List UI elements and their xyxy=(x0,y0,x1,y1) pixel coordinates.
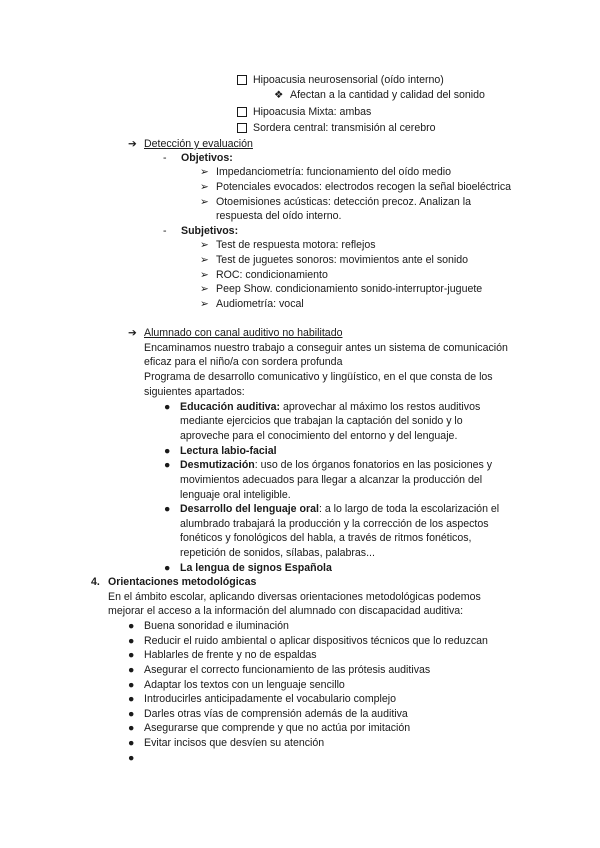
list-item-text: Buena sonoridad e iluminación xyxy=(144,620,289,632)
arrowhead-bullet-icon: ➢ xyxy=(200,283,209,295)
bullet-dot-icon: ● xyxy=(128,620,135,632)
subjetivos-heading xyxy=(163,224,238,238)
deteccion-title: Detección y evaluación xyxy=(144,138,253,150)
checkbox-icon xyxy=(237,107,247,117)
list-item-continuation: lenguaje oral inteligible. xyxy=(180,489,291,501)
paragraph-line: eficaz para el niño/a con sordera profunda xyxy=(144,356,343,368)
paragraph-line: Encaminamos nuestro trabajo a conseguir antes un sistema de comunicación xyxy=(144,342,508,354)
list-item-text: Asegurar el correcto funcionamiento de las prótesis auditivas xyxy=(144,664,431,676)
checkbox-item-text: Sordera central: transmisión al cerebro xyxy=(253,122,436,134)
dash-bullet-icon: - xyxy=(163,152,167,164)
diamond-item-text: Afectan a la cantidad y calidad del sonido xyxy=(290,89,485,101)
list-item xyxy=(128,634,488,648)
educacion-text: aprovechar al máximo los restos auditivos xyxy=(280,401,481,413)
list-item-text: Audiometría: vocal xyxy=(216,298,304,310)
bullet-dot-icon: ● xyxy=(164,445,171,457)
list-item xyxy=(164,458,492,472)
list-item-text: Peep Show. condicionamiento sonido-interruptor-juguete xyxy=(216,283,483,295)
objetivos-heading xyxy=(163,151,233,165)
list-item xyxy=(164,400,480,414)
section-heading-alumnado xyxy=(128,326,342,340)
lengua-label: La lengua de signos Española xyxy=(180,562,332,574)
bullet-dot-icon: ● xyxy=(164,562,171,574)
checkbox-icon xyxy=(237,123,247,133)
list-item-text: Impedanciometría: funcionamiento del oído medio xyxy=(216,166,451,178)
bullet-dot-icon: ● xyxy=(128,752,135,764)
list-item xyxy=(128,619,289,633)
list-item xyxy=(128,663,430,677)
list-item xyxy=(200,180,511,194)
arrowhead-bullet-icon: ➢ xyxy=(200,254,209,266)
list-item-text: Evitar incisos que desvíen su atención xyxy=(144,737,325,749)
bullet-dot-icon: ● xyxy=(128,635,135,647)
list-item-text: Adaptar los textos con un lenguaje sencillo xyxy=(144,679,345,691)
bullet-dot-icon: ● xyxy=(128,693,135,705)
checkbox-item-text: Hipoacusia Mixta: ambas xyxy=(253,106,372,118)
list-item-continuation: movimientos adecuados para llegar a alcanzar la producción del xyxy=(180,474,483,486)
list-item xyxy=(128,707,408,721)
list-item-text: Potenciales evocados: electrodos recogen la señal bioeléctrica xyxy=(216,181,512,193)
section-title: Orientaciones metodológicas xyxy=(108,576,257,588)
section-heading-orientaciones xyxy=(91,575,257,589)
bullet-dot-icon: ● xyxy=(164,459,171,471)
list-item-text: Hablarles de frente y no de espaldas xyxy=(144,649,317,661)
list-item xyxy=(164,444,277,458)
bullet-dot-icon: ● xyxy=(128,664,135,676)
list-item xyxy=(128,692,396,706)
list-item xyxy=(200,268,328,282)
checkbox-item xyxy=(237,73,444,87)
desarrollo-text: : a lo largo de toda la escolarización el xyxy=(318,503,500,515)
bullet-dot-icon: ● xyxy=(128,679,135,691)
arrowhead-bullet-icon: ➢ xyxy=(200,269,209,281)
list-item xyxy=(128,721,410,735)
list-item-text: Test de juguetes sonoros: movimientos ante el sonido xyxy=(216,254,469,266)
diamond-bullet-item xyxy=(274,88,485,102)
list-item xyxy=(200,165,451,179)
lectura-label: Lectura labio-facial xyxy=(180,445,277,457)
bullet-dot-icon: ● xyxy=(164,401,171,413)
desmutizacion-text: : uso de los órganos fonatorios en las posiciones y xyxy=(254,459,493,471)
objetivos-label: Objetivos: xyxy=(181,152,233,164)
arrowhead-bullet-icon: ➢ xyxy=(200,298,209,310)
list-item xyxy=(128,736,324,750)
bullet-dot-icon: ● xyxy=(128,737,135,749)
list-item-text: Reducir el ruido ambiental o aplicar dispositivos técnicos que lo reduzcan xyxy=(144,635,488,647)
list-item xyxy=(200,238,376,252)
arrowhead-bullet-icon: ➢ xyxy=(200,239,209,251)
list-item xyxy=(164,561,332,575)
list-item-text: Darles otras vías de comprensión además de la auditiva xyxy=(144,708,408,720)
list-item-text: Otoemisiones acústicas: detección precoz. Analizan la xyxy=(216,196,471,208)
arrowhead-bullet-icon: ➢ xyxy=(200,196,209,208)
section-number: 4. xyxy=(91,576,100,588)
list-item-continuation: respuesta del oído interno. xyxy=(216,210,342,222)
list-item xyxy=(200,253,468,267)
paragraph-line: siguientes apartados: xyxy=(144,386,245,398)
list-item-continuation: aproveche para el conocimiento del entorno y del lenguaje. xyxy=(180,430,458,442)
diamond-bullet-icon: ❖ xyxy=(274,89,284,101)
list-item xyxy=(128,648,317,662)
list-item-continuation: fonéticos y fonológicos del habla, a través de ritmos fonéticos, xyxy=(180,532,472,544)
desarrollo-label: Desarrollo del lenguaje oral xyxy=(180,503,319,515)
paragraph-line: mejorar el acceso a la información del alumnado con discapacidad auditiva: xyxy=(108,605,464,617)
list-item-continuation: alumbrado trabajará la producción y la corrección de los aspectos xyxy=(180,518,489,530)
list-item-text: ROC: condicionamiento xyxy=(216,269,328,281)
dash-bullet-icon: - xyxy=(163,225,167,237)
list-item-continuation: repetición de sonidos, sílabas, palabras... xyxy=(180,547,375,559)
subjetivos-label: Subjetivos: xyxy=(181,225,239,237)
checkbox-item xyxy=(237,121,436,135)
list-item-text: Test de respuesta motora: reflejos xyxy=(216,239,376,251)
arrow-right-icon: ➔ xyxy=(128,138,137,150)
arrow-right-icon: ➔ xyxy=(128,327,137,339)
list-item xyxy=(164,502,499,516)
list-item xyxy=(128,678,345,692)
list-item xyxy=(200,282,482,296)
list-item xyxy=(200,297,304,311)
desmutizacion-label: Desmutización xyxy=(180,459,255,471)
checkbox-item xyxy=(237,105,371,119)
paragraph-line: Programa de desarrollo comunicativo y lingüístico, en el que consta de los xyxy=(144,371,493,383)
checkbox-item-text: Hipoacusia neurosensorial (oído interno) xyxy=(253,74,444,86)
list-item-continuation: mediante ejercicios que trabajan la captación del sonido y lo xyxy=(180,415,463,427)
paragraph-line: En el ámbito escolar, aplicando diversas orientaciones metodológicas podemos xyxy=(108,591,481,603)
list-item-text: Asegurarse que comprende y que no actúa por imitación xyxy=(144,722,411,734)
checkbox-icon xyxy=(237,75,247,85)
arrowhead-bullet-icon: ➢ xyxy=(200,181,209,193)
arrowhead-bullet-icon: ➢ xyxy=(200,166,209,178)
alumnado-title: Alumnado con canal auditivo no habilitado xyxy=(144,327,343,339)
list-item xyxy=(200,195,471,209)
section-heading-deteccion xyxy=(128,137,253,151)
bullet-dot-icon: ● xyxy=(128,722,135,734)
list-item-text: Introducirles anticipadamente el vocabulario complejo xyxy=(144,693,397,705)
educacion-label: Educación auditiva: xyxy=(180,401,281,413)
bullet-dot-icon: ● xyxy=(128,708,135,720)
bullet-dot-icon: ● xyxy=(164,503,171,515)
bullet-dot-icon: ● xyxy=(128,649,135,661)
